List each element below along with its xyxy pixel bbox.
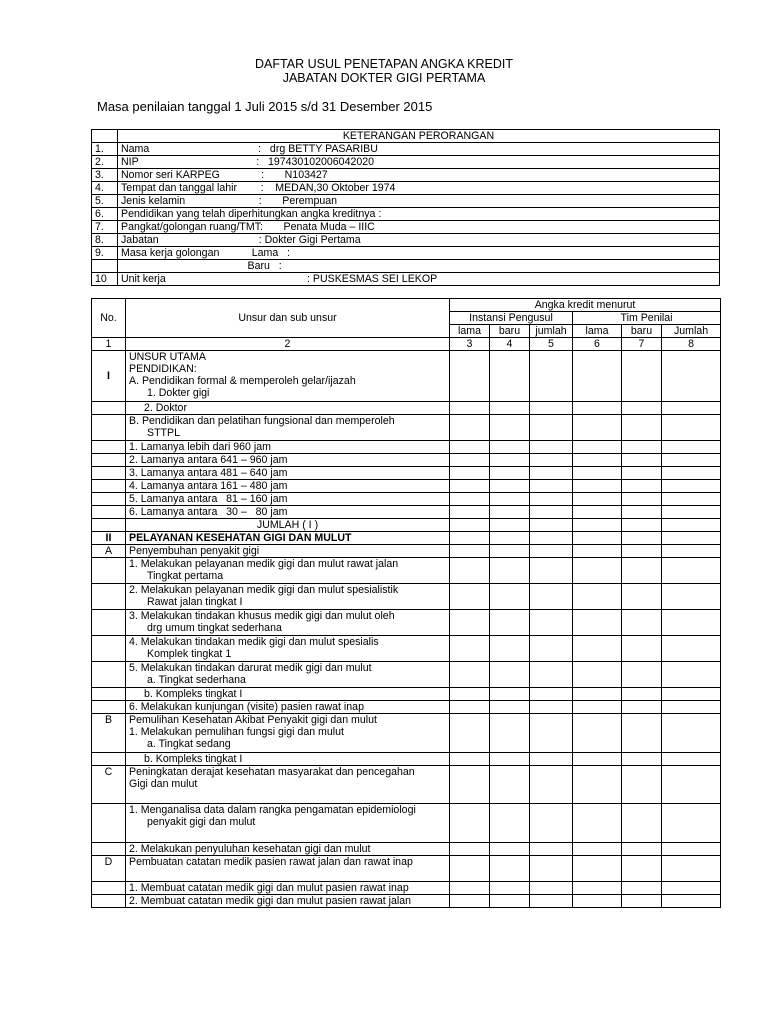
header-baru: baru	[490, 325, 530, 338]
peningkatan-title: Peningkatan derajat kesehatan masyarakat dan pencegahan	[129, 766, 415, 778]
activity-line: Tingkat pertama	[147, 570, 224, 582]
header-jumlah: jumlah	[530, 325, 573, 338]
info-no: 10	[92, 273, 118, 286]
header-baru: baru	[622, 325, 662, 338]
column-number: 1	[92, 338, 126, 351]
info-no: 5.	[92, 195, 118, 208]
pelatihan-item: 6. Lamanya antara 30 – 80 jam	[126, 506, 450, 519]
pendidikan-formal: A. Pendidikan formal & memperoleh gelar/ijazah	[129, 375, 356, 387]
activity-item	[126, 584, 450, 610]
activity-line: penyakit gigi dan mulut	[147, 816, 256, 828]
activity-item: 6. Melakukan kunjungan (visite) pasien rawat inap	[126, 701, 450, 714]
activity-line: a. Tingkat sederhana	[147, 674, 246, 686]
header-angka-kredit: Angka kredit menurut	[450, 299, 721, 312]
dokter-gigi-item: 1. Dokter gigi	[147, 387, 210, 399]
info-no: 2.	[92, 156, 118, 169]
section-cell	[126, 351, 450, 402]
header-instansi: Instansi Pengusul	[450, 312, 573, 325]
subsection-letter: C	[92, 766, 126, 804]
pelatihan-item: 5. Lamanya antara 81 – 160 jam	[126, 493, 450, 506]
info-education: Pendidikan yang telah diperhitungkan angka kreditnya :	[118, 208, 720, 221]
info-nip: NIP : 197430102006042020	[118, 156, 720, 169]
activity-line: Rawat jalan tingkat I	[147, 596, 243, 608]
activity-item: 1. Membuat catatan medik gigi dan mulut pasien rawat inap	[126, 882, 450, 895]
activity-item	[126, 610, 450, 636]
info-unit: Unit kerja : PUSKESMAS SEI LEKOP	[118, 273, 720, 286]
pembuatan-title: Pembuatan catatan medik pasien rawat jalan dan rawat inap	[126, 856, 450, 882]
activity-item: 2. Membuat catatan medik gigi dan mulut pasien rawat jalan	[126, 895, 450, 908]
info-no: 8.	[92, 234, 118, 247]
info-no: 4.	[92, 182, 118, 195]
pelatihan-title: B. Pendidikan dan pelatihan fungsional dan memperoleh	[129, 415, 395, 427]
activity-item: 2. Melakukan penyuluhan kesehatan gigi dan mulut	[126, 843, 450, 856]
activity-line: drg umum tingkat sederhana	[147, 622, 282, 634]
info-tenure-new: Baru :	[118, 260, 720, 273]
activity-line: 3. Melakukan tindakan khusus medik gigi dan mulut oleh	[129, 610, 395, 622]
activity-item	[126, 804, 450, 843]
assessment-period: Masa penilaian tanggal 1 Juli 2015 s/d 31 Desember 2015	[97, 99, 433, 114]
activity-line: 5. Melakukan tindakan darurat medik gigi dan mulut	[129, 662, 372, 674]
activity-line: 1. Melakukan pelayanan medik gigi dan mulut rawat jalan	[129, 558, 399, 570]
pelatihan-item: 1. Lamanya lebih dari 960 jam	[126, 441, 450, 454]
info-gender: Jenis kelamin : Perempuan	[118, 195, 720, 208]
column-number: 4	[490, 338, 530, 351]
subsection-letter: A	[92, 545, 126, 558]
header-tim-penilai: Tim Penilai	[573, 312, 721, 325]
header-lama: lama	[450, 325, 490, 338]
section-number: II	[92, 532, 126, 545]
info-no: 9.	[92, 247, 118, 260]
column-number: 5	[530, 338, 573, 351]
column-number: 2	[126, 338, 450, 351]
pelatihan-cell	[126, 415, 450, 441]
personal-info-table	[91, 129, 720, 286]
doktor-item: 2. Doktor	[126, 402, 450, 415]
activity-line: 1. Menganalisa data dalam rangka pengamatan epidemiologi	[129, 804, 416, 816]
activity-line: 1. Melakukan pemulihan fungsi gigi dan mulut	[129, 726, 344, 738]
header-no: No.	[92, 299, 126, 338]
pemulihan-cell	[126, 714, 450, 753]
info-no: 6.	[92, 208, 118, 221]
pemulihan-title: Pemulihan Kesehatan Akibat Penyakit gigi dan mulut	[129, 714, 377, 726]
peningkatan-cell	[126, 766, 450, 804]
subsection-letter: B	[92, 714, 126, 753]
column-number: 3	[450, 338, 490, 351]
activity-item: b. Kompleks tingkat I	[126, 688, 450, 701]
column-number: 6	[573, 338, 622, 351]
header-lama: lama	[573, 325, 622, 338]
info-rank: Pangkat/golongan ruang/TMT: Penata Muda – IIIC	[118, 221, 720, 234]
document-subtitle: JABATAN DOKTER GIGI PERTAMA	[282, 71, 486, 85]
activity-line: Komplek tingkat 1	[147, 648, 232, 660]
info-heading: KETERANGAN PERORANGAN	[118, 130, 720, 143]
penyembuhan-title: Penyembuhan penyakit gigi	[126, 545, 450, 558]
subsection-letter: D	[92, 856, 126, 882]
info-no: 3.	[92, 169, 118, 182]
header-jumlah: Jumlah	[662, 325, 721, 338]
document-title: DAFTAR USUL PENETAPAN ANGKA KREDIT	[255, 57, 513, 71]
activity-line: 4. Melakukan tindakan medik gigi dan mulut spesialis	[129, 636, 379, 648]
pelatihan-item: 3. Lamanya antara 481 – 640 jam	[126, 467, 450, 480]
activity-line: 2. Melakukan pelayanan medik gigi dan mulut spesialistik	[129, 584, 399, 596]
info-position: Jabatan : Dokter Gigi Pertama	[118, 234, 720, 247]
info-no: 1.	[92, 143, 118, 156]
section-number: I	[92, 351, 126, 402]
info-name: Nama : drg BETTY PASARIBU	[118, 143, 720, 156]
sttpl-label: STTPL	[147, 427, 180, 439]
activity-item	[126, 662, 450, 688]
jumlah-i: JUMLAH ( I )	[126, 519, 450, 532]
activity-item	[126, 558, 450, 584]
info-no	[92, 260, 118, 273]
pendidikan-label: PENDIDIKAN:	[129, 363, 197, 375]
credit-table	[91, 298, 721, 908]
info-tenure-old: Masa kerja golongan Lama :	[118, 247, 720, 260]
header-unsur: Unsur dan sub unsur	[126, 299, 450, 338]
activity-item	[126, 636, 450, 662]
info-no: 7.	[92, 221, 118, 234]
pelayanan-heading: PELAYANAN KESEHATAN GIGI DAN MULUT	[126, 532, 450, 545]
info-karpeg: Nomor seri KARPEG : N103427	[118, 169, 720, 182]
info-birth: Tempat dan tanggal lahir : MEDAN,30 Oktober 1974	[118, 182, 720, 195]
column-number: 7	[622, 338, 662, 351]
column-number: 8	[662, 338, 721, 351]
peningkatan-title-line2: Gigi dan mulut	[129, 778, 198, 790]
pelatihan-item: 2. Lamanya antara 641 – 960 jam	[126, 454, 450, 467]
unsur-utama: UNSUR UTAMA	[129, 351, 206, 363]
pelatihan-item: 4. Lamanya antara 161 – 480 jam	[126, 480, 450, 493]
activity-line: a. Tingkat sedang	[147, 738, 231, 750]
activity-item: b. Kompleks tingkat I	[126, 753, 450, 766]
